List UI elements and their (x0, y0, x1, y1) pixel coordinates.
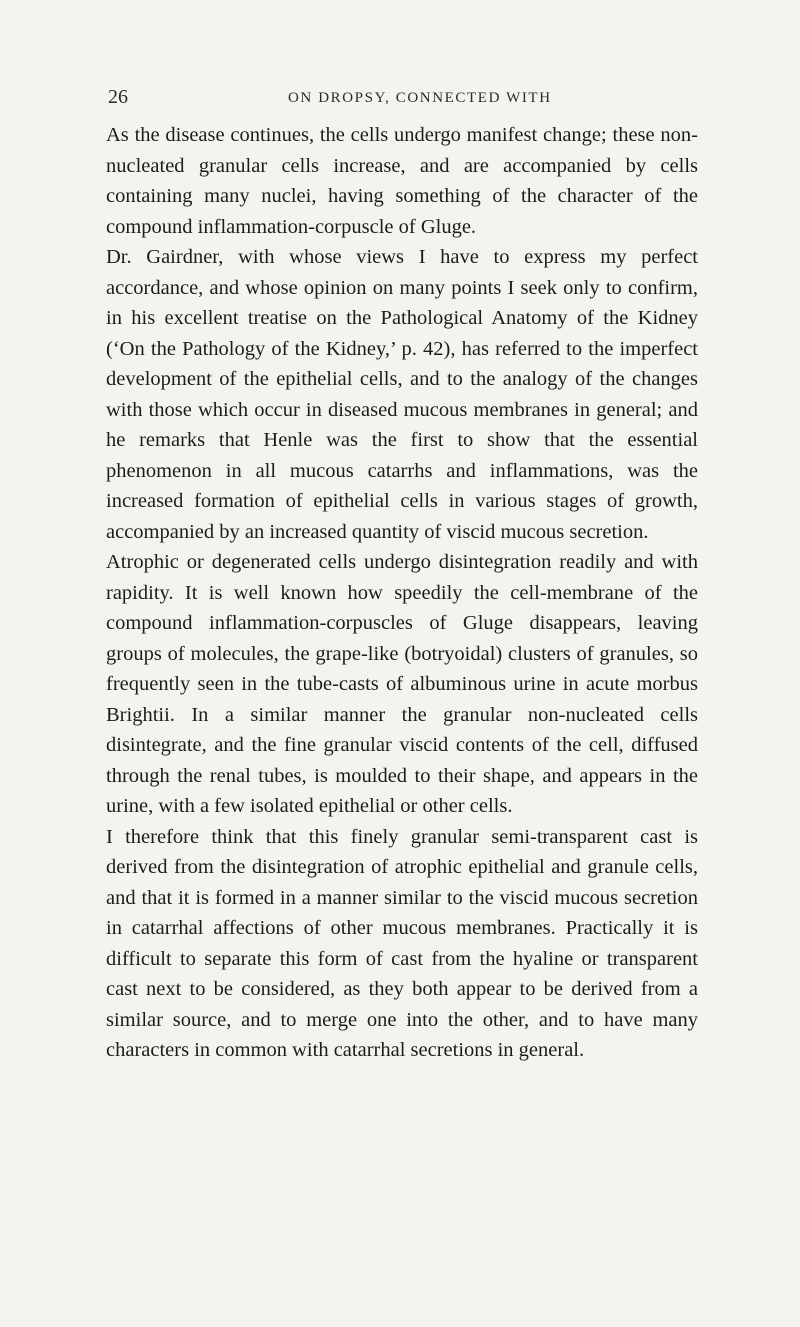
paragraph: Atrophic or degenerated cells undergo disintegration readily and with rapidity. It is well known how speedily the cell-membrane of the compound inflammation-corpuscles of Gluge disappears, leaving groups of molecules, the grape-like (botryoidal) clusters of granules, so frequently seen in the tube-casts of albuminous urine in acute morbus Brightii. In a similar manner the granular non-nucleated cells disintegrate, and the fine granular viscid contents of the cell, diffused through the renal tubes, is moulded to their shape, and appears in the urine, with a few isolated epithelial or other cells. (106, 551, 698, 817)
page-header (108, 86, 698, 116)
page-number: 26 (108, 86, 128, 108)
running-head: ON DROPSY, CONNECTED WITH (288, 90, 552, 106)
paragraph: Dr. Gairdner, with whose views I have to express my perfect accordance, and whose opinion on many points I seek only to confirm, in his excellent treatise on the Pathological Anatomy of the Kidney (‘On the Pathology of the Kidney,’ p. 42), has referred to the imperfect development of the epithelial cells, and to the analogy of the changes with those which occur in diseased mucous membranes in general; and he remarks that Henle was the first to show that the essential phenomenon in all mucous catarrhs and inflammations, was the increased formation of epithelial cells in various stages of growth, accompanied by an increased quantity of viscid mucous secretion. (106, 246, 698, 543)
paragraph: As the disease continues, the cells undergo manifest change; these non-nucleated granular cells increase, and are accompanied by cells containing many nuclei, having something of the character of the compound inflammation-corpuscle of Gluge. (106, 124, 698, 238)
paragraph: I therefore think that this finely granular semi-transparent cast is derived from the disintegration of atrophic epithelial and granule cells, and that it is formed in a manner similar to the viscid mucous secretion in catarrhal affections of other mucous membranes. Practically it is difficult to separate this form of cast from the hyaline or transparent cast next to be considered, as they both appear to be derived from a similar source, and to merge one into the other, and to have many characters in common with catarrhal secretions in general. (106, 825, 698, 1061)
body-text (106, 120, 698, 1066)
